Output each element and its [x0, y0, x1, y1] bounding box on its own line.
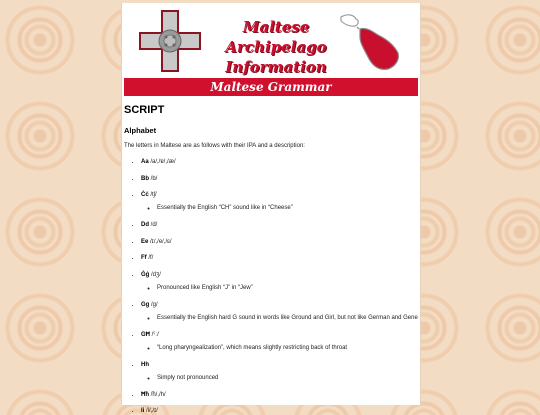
letter-description-list: [141, 375, 419, 383]
site-title: [206, 17, 346, 77]
letter-description: ◦ “Long pharyngealization”, which means slightly restricting back of throat: [157, 345, 419, 353]
letter-description: ◦ Pronounced like English “J” in “Jew”: [157, 285, 419, 293]
letter-item: [141, 271, 419, 293]
letter: Ff: [141, 255, 147, 261]
letter: GĦ: [141, 331, 150, 338]
ipa: /ɪ/,/e/,/ɛ/: [150, 238, 172, 245]
letter: Dd: [141, 222, 149, 228]
site-banner: [122, 3, 420, 76]
intro-text: The letters in Maltese are as follows with their IPA and a description:: [124, 143, 305, 149]
letter: Ċċ: [141, 192, 149, 198]
main-content: [122, 96, 420, 415]
letter-item: [141, 238, 419, 246]
letter-item: [141, 221, 419, 229]
letter-item: [141, 254, 419, 262]
ipa: /dʒ/: [151, 271, 161, 278]
letter-description-list: [141, 345, 419, 353]
ipa: /d/: [150, 222, 158, 228]
letter: Aa: [141, 159, 149, 165]
letter-item: [141, 158, 419, 166]
maltese-george-cross-logo: [138, 9, 202, 73]
ipa: /a/,/ɐ/,/æ/: [150, 159, 176, 165]
letter: Bb: [141, 175, 149, 182]
letter: Ġġ: [141, 271, 150, 278]
ipa: /ħ/,/h/: [150, 391, 166, 398]
alphabet-list: [124, 158, 419, 415]
ipa: /f/: [148, 255, 154, 261]
page-title: SCRIPT: [124, 104, 165, 116]
letter-item: [141, 361, 419, 383]
section-banner: Maltese Grammar: [124, 78, 418, 96]
letter-item: [141, 391, 419, 399]
section-heading-alphabet: Alphabet: [124, 126, 157, 135]
site-title-line2: Information: [225, 58, 327, 76]
letter-item: [141, 191, 419, 213]
letter: Ee: [141, 238, 149, 245]
malta-map-icon: [338, 11, 404, 75]
letter-item: [141, 301, 419, 323]
letter: Gg: [141, 301, 150, 308]
letter: Ii: [141, 408, 145, 414]
letter-description-list: [141, 285, 419, 293]
letter-description: ◦ Essentially the English hard G sound in words like Ground and Girl, but not like German and Gene: [157, 315, 419, 323]
ipa: /tʃ/: [150, 192, 157, 198]
ipa: /i/,/ɪ/: [146, 408, 158, 414]
letter-description-list: [141, 315, 419, 323]
page-container: [121, 3, 421, 414]
letter: Ħħ: [141, 391, 149, 398]
site-title-line1: Maltese Archipelago: [225, 18, 327, 56]
letter: Hh: [141, 361, 149, 368]
letter-description: ◦ Essentially the English “CH” sound like in “Cheese”: [157, 205, 419, 213]
ipa: /ˤː/: [151, 331, 159, 338]
letter-item: [141, 407, 419, 415]
letter-description: ◦ Simply not pronounced: [157, 375, 419, 383]
ipa: /b/: [150, 175, 158, 182]
letter-item: [141, 175, 419, 183]
letter-description-list: [141, 205, 419, 213]
letter-item: [141, 331, 419, 353]
ipa: /g/: [151, 301, 158, 308]
